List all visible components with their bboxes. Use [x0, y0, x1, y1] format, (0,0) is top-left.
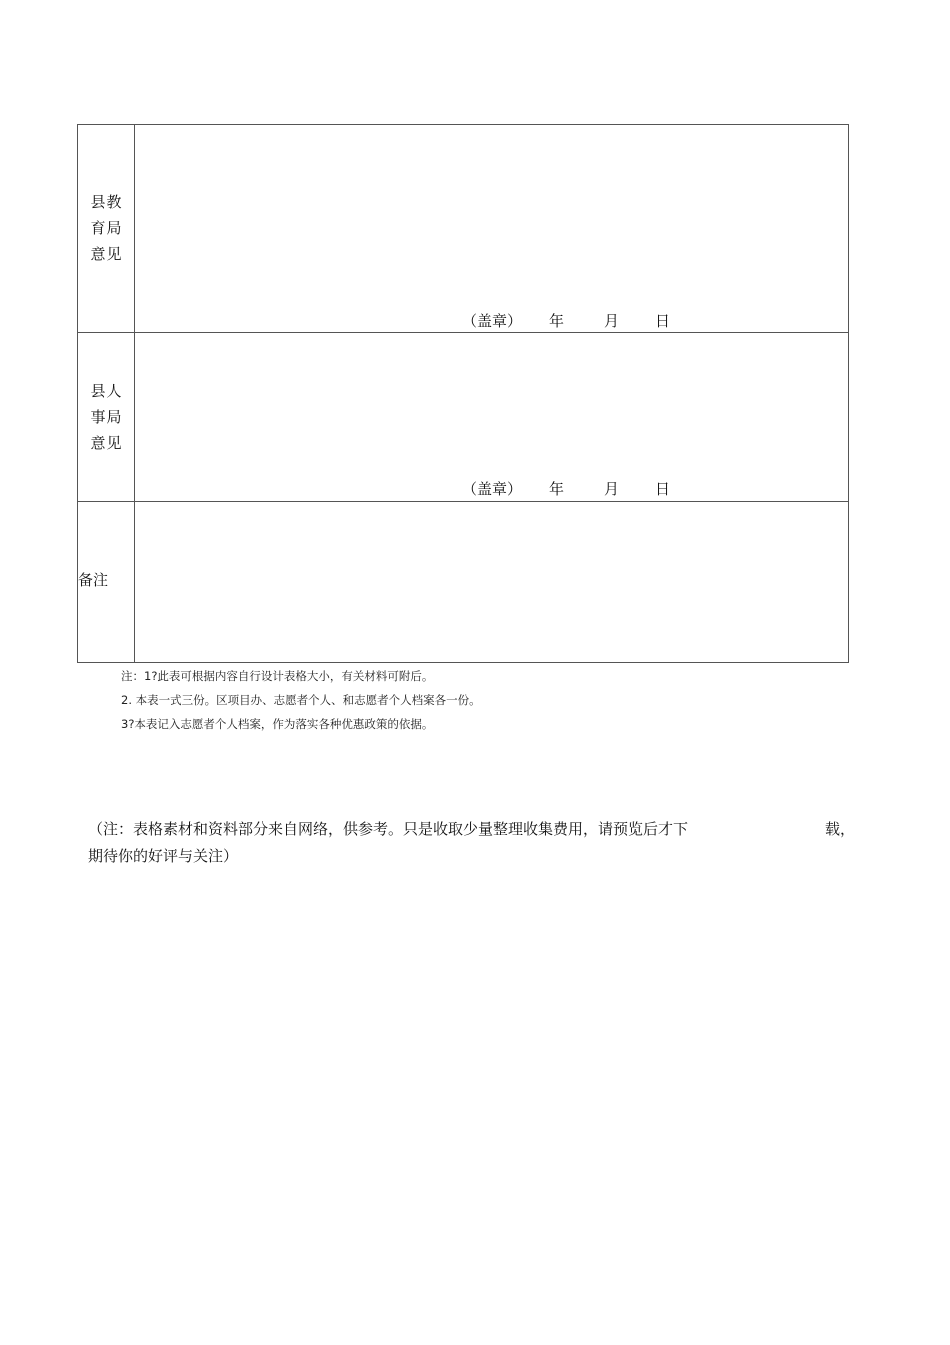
day-label: 日 [655, 480, 671, 498]
education-bureau-opinion-row [78, 125, 848, 333]
disclaimer-line [88, 816, 858, 843]
label-line: 意见 [90, 245, 123, 263]
label-line: 育局 [90, 219, 123, 237]
day-label: 日 [655, 312, 671, 330]
personnel-bureau-label [78, 378, 135, 456]
month-label: 月 [604, 480, 620, 498]
disclaimer-line: 期待你的好评与关注） [88, 847, 239, 865]
approval-form-table [77, 124, 849, 663]
disclaimer-text-end: 载， [825, 820, 856, 838]
remarks-label: 备注 [78, 571, 109, 589]
label-line: 县人 [90, 382, 123, 400]
note-line: 注：1?此表可根据内容自行设计表格大小，有关材料可附后。 [121, 669, 434, 683]
row-label-cell [78, 333, 135, 501]
form-notes [121, 664, 481, 736]
note-line: 3?本表记入志愿者个人档案，作为落实各种优惠政策的依据。 [121, 717, 434, 731]
label-line: 县教 [90, 193, 123, 211]
disclaimer-text: （注：表格素材和资料部分来自网络，供参考。只是收取少量整理收集费用，请预览后才下 [88, 820, 689, 838]
row-label-cell [78, 502, 135, 662]
month-label: 月 [604, 312, 620, 330]
year-label: 年 [549, 312, 565, 330]
row-label-cell [78, 125, 135, 332]
education-bureau-label [78, 189, 135, 267]
label-line: 事局 [90, 408, 123, 426]
remarks-row [78, 502, 848, 662]
seal-label: （盖章） [462, 480, 523, 498]
disclaimer [88, 816, 858, 870]
seal-label: （盖章） [462, 312, 523, 330]
note-line: 2. 本表一式三份。区项目办、志愿者个人、和志愿者个人档案各一份。 [121, 693, 481, 707]
year-label: 年 [549, 480, 565, 498]
label-line: 意见 [90, 434, 123, 452]
personnel-bureau-opinion-row [78, 333, 848, 502]
